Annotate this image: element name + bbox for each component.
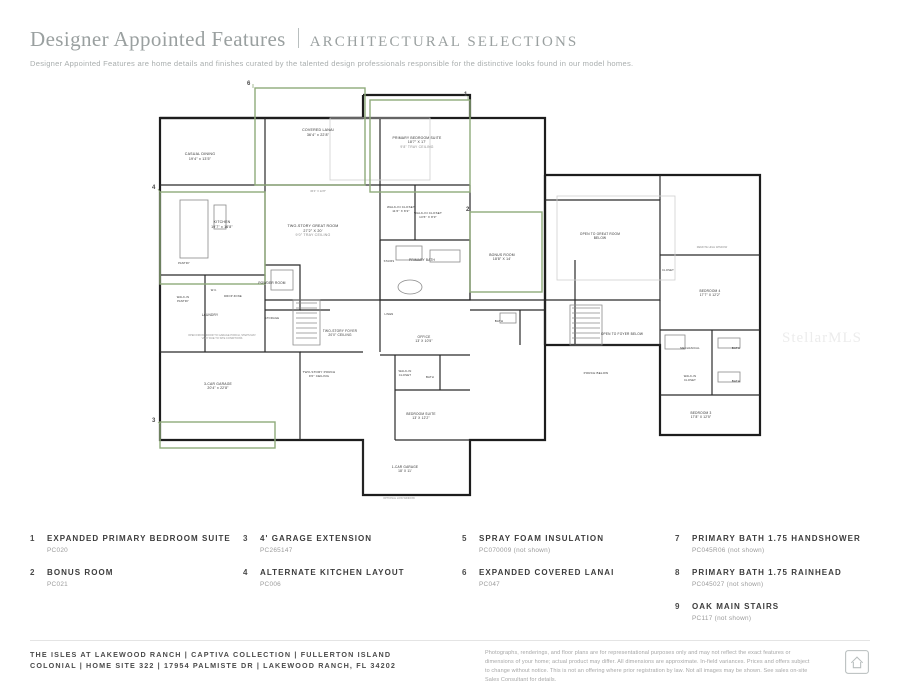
- plan-callout-2: 2: [466, 207, 470, 213]
- plan-callout-4: 4: [152, 185, 156, 191]
- legend-item-code: PC047: [479, 581, 501, 588]
- legend-item: [30, 534, 231, 554]
- legend-item-label: SPRAY FOAM INSULATION: [479, 534, 605, 543]
- legend-item-number: 4: [243, 568, 248, 577]
- room-label: [282, 224, 344, 238]
- legend-item-code: PC117 (not shown): [692, 615, 752, 622]
- room-name: PORCH BELOW: [583, 371, 609, 375]
- room-name: BEDROOM 3: [690, 411, 712, 415]
- page-subtitle-heading: ARCHITECTURAL SELECTIONS: [309, 34, 579, 50]
- legend-item-number: 2: [30, 568, 35, 577]
- room-dimensions: 36'4" x 22'8": [306, 132, 330, 137]
- highlight-kitchen: [160, 192, 265, 284]
- legend-item-number: 7: [675, 534, 680, 543]
- plan-callout-6: 6: [247, 81, 251, 87]
- room-label: [198, 220, 246, 229]
- legend-item-code: PC045R06 (not shown): [692, 547, 765, 554]
- room-label: [319, 329, 361, 337]
- room-name: 3-CAR GARAGE: [203, 382, 233, 386]
- legend-item-number: 9: [675, 602, 680, 611]
- room-label: [420, 376, 440, 380]
- room-name: MECHANICAL: [680, 347, 700, 350]
- legend-item-code: PC021: [47, 581, 69, 588]
- room-name: TWO-STORY GREAT ROOM: [287, 224, 339, 228]
- room-name: PANTRY: [178, 262, 190, 265]
- room-name: BATH: [731, 379, 741, 383]
- room-dimensions: 19'7" x 16'8": [211, 224, 233, 229]
- room-name: COVERED LANAI: [302, 128, 334, 132]
- legend-item-code: PC070009 (not shown): [479, 547, 551, 554]
- legend-item-code: PC020: [47, 547, 69, 554]
- room-label: [222, 295, 244, 299]
- room-label: [659, 269, 677, 273]
- legend-item: [30, 568, 231, 588]
- room-label: [688, 289, 732, 297]
- page-title: Designer Appointed Features: [30, 27, 286, 51]
- legal-disclaimer: Photographs, renderings, and floor plans are for representational purposes only and may not reflect the exact features or dimensions of your home; actual product may differ. All dimensions are approximate. In-field variances. Prices and offers subject to change without notice. This is not an offering where prior registration by law. Not all images may be shown. See sales on-site Sales Consultant for details.: [485, 650, 810, 683]
- highlight-garage-ext: [160, 422, 275, 448]
- room-name: STAIRS: [383, 260, 395, 263]
- room-label: [489, 320, 509, 324]
- room-name: POWDER ROOM: [258, 281, 286, 285]
- legend-column: [462, 534, 614, 602]
- room-label: [406, 258, 438, 262]
- room-label: [261, 317, 283, 321]
- room-note: 9'0" TRAY CEILING: [295, 233, 331, 238]
- community-line-2: COLONIAL | HOME SITE 322 | 17954 PALMISTE DR | LAKEWOOD RANCH, FL 34202: [30, 661, 397, 671]
- plan-callout-3: 3: [152, 418, 156, 424]
- legend-item-label: OAK MAIN STAIRS: [692, 602, 780, 611]
- room-dimensions: 19'4" x 13'5": [188, 156, 212, 161]
- room-dimensions: 27'2" X 20': [303, 228, 323, 233]
- room-label: [394, 370, 416, 377]
- room-name: PRIMARY BEDROOM SUITE: [392, 136, 442, 140]
- room-label: [726, 347, 746, 351]
- room-label: [400, 412, 442, 420]
- legend-item-label: ALTERNATE KITCHEN LAYOUT: [260, 568, 405, 577]
- plan-note: REMOTE HIGH WINDOW: [696, 246, 728, 249]
- room-name: BATH: [425, 375, 435, 379]
- room-dimensions: 17'7" X 12'2": [699, 293, 721, 298]
- room-label: [600, 332, 644, 336]
- room-label: [577, 232, 623, 240]
- room-name: STORAGE: [264, 317, 280, 320]
- plan-note: OPTIONAL LOW WINDOW: [383, 497, 415, 500]
- legend-item: [675, 534, 861, 554]
- room-dimensions: 13'6" X 8'3": [419, 214, 437, 219]
- room-name: BEDROOM 4: [699, 289, 721, 293]
- room-dimensions: 13' X 12'2": [412, 416, 430, 421]
- room-name: BATH: [494, 319, 504, 323]
- legend-item: [675, 602, 861, 622]
- room-name: CLOSET: [662, 269, 674, 272]
- legend: [30, 534, 870, 622]
- legend-column: [243, 534, 405, 602]
- room-name: PRIMARY BATH: [409, 258, 435, 262]
- highlight-bonus-room: [470, 212, 542, 292]
- room-label: [481, 253, 523, 262]
- room-name: W.C.: [210, 289, 218, 292]
- room-name: TWO-STORY FOYER: [322, 329, 358, 333]
- room-dimensions: 20'0" CEILING: [328, 333, 352, 338]
- room-label: [411, 212, 445, 220]
- room-label: [380, 313, 398, 317]
- room-label: [679, 375, 701, 382]
- room-label: [678, 347, 702, 351]
- room-name: DROP ZONE: [224, 295, 242, 298]
- legend-item-number: 8: [675, 568, 680, 577]
- room-dimensions: 9'0" CEILING: [308, 373, 330, 378]
- room-label: [206, 289, 222, 293]
- legend-column: [675, 534, 861, 636]
- room-label: [258, 281, 286, 285]
- community-info: [30, 649, 450, 671]
- legend-item-label: EXPANDED COVERED LANAI: [479, 568, 615, 577]
- room-name: KITCHEN: [213, 220, 231, 224]
- room-label: [194, 382, 242, 391]
- room-name: OPEN TO GREAT ROOM BELOW: [579, 232, 621, 241]
- plan-note: OPEN FRONT DOOR TO GARAGE PORCH, STEPS MAY VARY DUE TO SITE CONDITIONS: [188, 334, 256, 341]
- room-label: [379, 260, 399, 264]
- legend-item: [243, 534, 405, 554]
- legend-item: [675, 568, 861, 588]
- room-label: [283, 128, 353, 137]
- room-name: LINEN: [384, 313, 394, 316]
- legend-item-label: EXPANDED PRIMARY BEDROOM SUITE: [47, 534, 231, 543]
- room-dimensions: 11'6" X 8'2": [392, 208, 410, 213]
- room-name: WALK-IN CLOSET: [386, 205, 416, 209]
- room-name: BATH: [731, 346, 741, 350]
- legend-item-code: PC006: [260, 581, 282, 588]
- room-label: [679, 411, 723, 419]
- legend-item-label: PRIMARY BATH 1.75 RAINHEAD: [692, 568, 842, 577]
- plan-callout-1: 1: [464, 92, 468, 98]
- room-name: LAUNDRY: [201, 313, 219, 317]
- legend-item-number: 3: [243, 534, 248, 543]
- legend-item-number: 5: [462, 534, 467, 543]
- room-name: OPEN TO FOYER BELOW: [600, 332, 644, 336]
- room-name: WALK-IN CLOSET: [683, 375, 697, 382]
- header-description: Designer Appointed Features are home details and finishes curated by the talented design professionals responsible for the distinctive looks found in our model homes.: [30, 59, 634, 68]
- room-label: [581, 372, 611, 376]
- room-label: [388, 136, 446, 149]
- room-name: 1-CAR GARAGE: [391, 465, 419, 469]
- room-name: TWO-STORY PORCH: [302, 370, 336, 374]
- document-footer: [30, 640, 870, 683]
- room-label: [384, 465, 426, 473]
- legend-item-number: 6: [462, 568, 467, 577]
- room-label: [169, 152, 231, 161]
- legend-item-code: PC045027 (not shown): [692, 581, 764, 588]
- room-label: [404, 335, 444, 343]
- legend-item: [243, 568, 405, 588]
- room-dimensions: 18'7" X 17': [407, 140, 427, 145]
- room-name: BEDROOM SUITE: [406, 412, 436, 416]
- legend-item-code: PC265147: [260, 547, 293, 554]
- room-name: WALK-IN PANTRY: [176, 296, 190, 303]
- room-name: WALK-IN CLOSET: [413, 211, 443, 215]
- room-label: [174, 262, 194, 266]
- room-name: OFFICE: [417, 335, 431, 339]
- room-label: [172, 296, 194, 303]
- legend-item-label: 4' GARAGE EXTENSION: [260, 534, 373, 543]
- room-name: BONUS ROOM: [489, 253, 515, 257]
- room-name: WALK-IN CLOSET: [398, 369, 412, 377]
- legend-item-label: PRIMARY BATH 1.75 HANDSHOWER: [692, 534, 861, 543]
- legend-item-number: 1: [30, 534, 35, 543]
- legend-column: [30, 534, 231, 602]
- room-dimensions: 18'8" X 14': [492, 257, 512, 262]
- legend-item: [462, 568, 614, 588]
- room-dimensions: 18' X 11': [398, 469, 412, 474]
- room-dimensions: 17'8" X 12'5": [690, 415, 712, 420]
- room-label: [196, 313, 224, 317]
- room-dimensions: 20'4" x 22'8": [207, 386, 229, 391]
- legend-item: [462, 534, 614, 554]
- plan-note: 36'4" X 22'8": [310, 189, 326, 193]
- community-line-1: THE ISLES AT LAKEWOOD RANCH | CAPTIVA COLLECTION | FULLERTON ISLAND: [30, 650, 392, 659]
- room-label: [726, 380, 746, 384]
- room-dimensions: 13' X 10'5": [415, 339, 433, 344]
- room-label: [299, 371, 339, 379]
- home-logo-icon: [844, 649, 870, 675]
- room-note: 9'8" TRAY CEILING: [400, 144, 434, 149]
- room-name: CASUAL DINING: [184, 152, 216, 156]
- legend-item-label: BONUS ROOM: [47, 568, 114, 577]
- watermark: StellarMLS: [782, 330, 862, 346]
